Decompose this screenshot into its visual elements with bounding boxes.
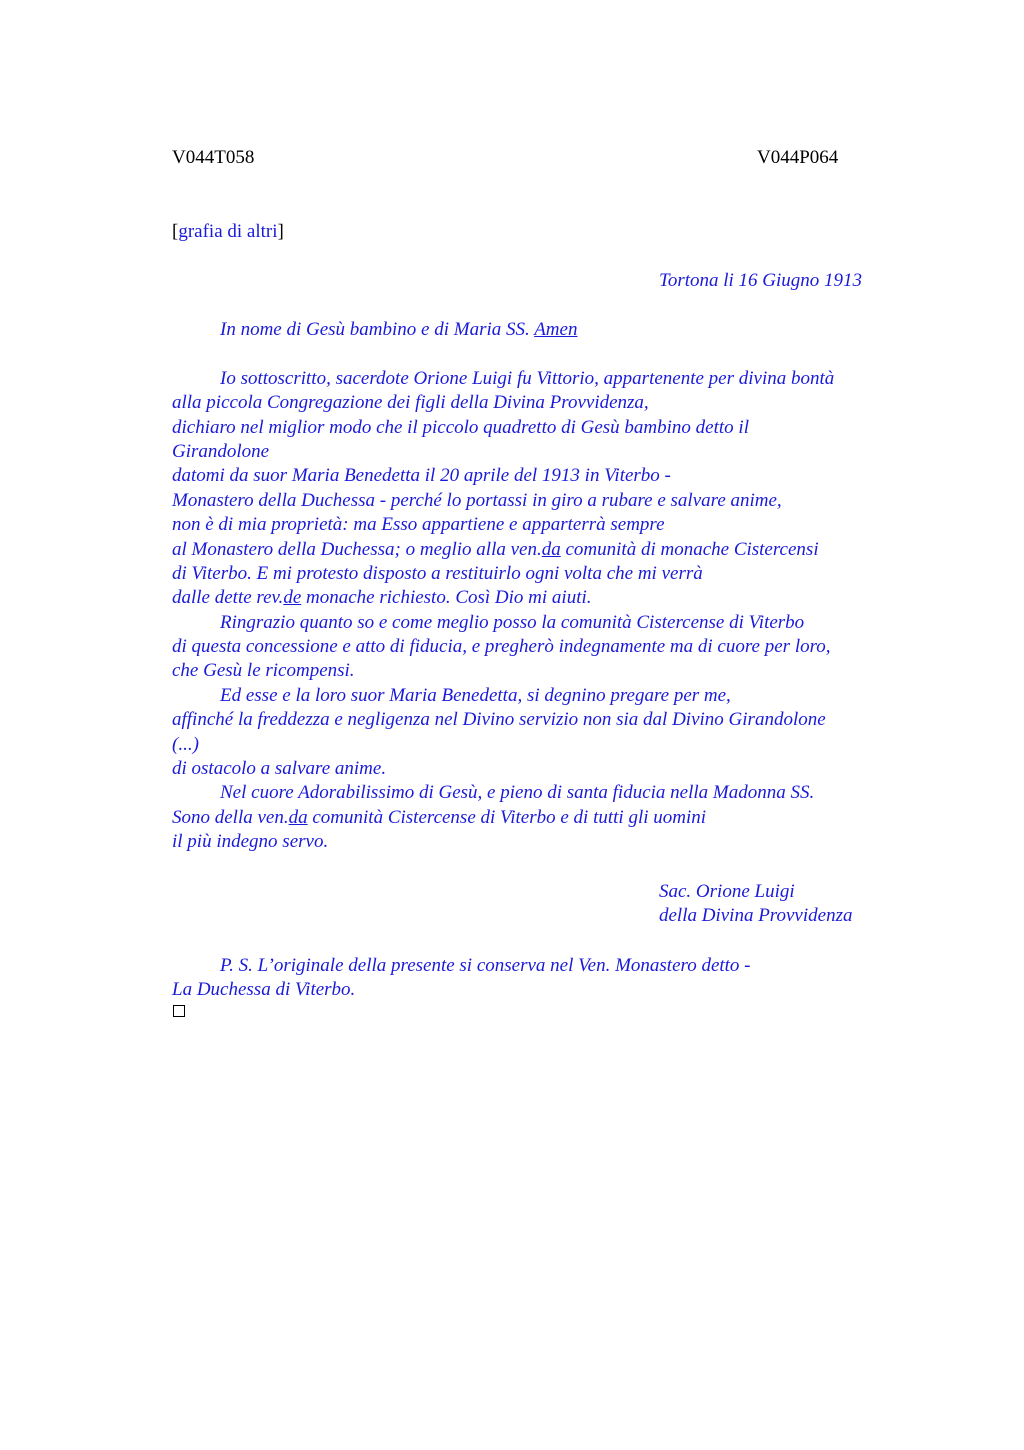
body-line-19-c: comunità Cistercense di Viterbo e di tutti gli uomini: [307, 806, 707, 828]
body-line-19: [172, 806, 912, 830]
body-line-10-abbrev: de: [283, 587, 302, 609]
body-line-6: Monastero della Duchessa - perché lo portassi in giro a rubare e salvare anime,: [172, 489, 782, 511]
body-line-8-c: comunità di monache Cistercensi: [560, 538, 819, 560]
postscript-line-2: La Duchessa di Viterbo.: [172, 979, 356, 1001]
signature-name: Sac. Orione Luigi: [659, 881, 795, 902]
body-line-8: [172, 538, 912, 562]
body-line-10: [172, 586, 912, 610]
body-line-8-abbrev: da: [541, 538, 561, 560]
invocation-line: [172, 318, 912, 342]
body-line-20: il più indegno servo.: [172, 831, 329, 853]
body-line-8-a: al Monastero della Duchessa; o meglio alla ven.: [172, 538, 542, 560]
body-line-19-abbrev: da: [288, 806, 308, 828]
body-line-10-a: dalle dette rev.: [172, 587, 284, 609]
body-line-11: Ringrazio quanto so e come meglio posso la comunità Cistercense di Viterbo: [220, 611, 805, 633]
body-line-18: Nel cuore Adorabilissimo di Gesù, e pieno di santa fiducia nella Madonna SS.: [220, 782, 815, 804]
body-line-9: di Viterbo. E mi protesto disposto a restituirlo ogni volta che mi verrà: [172, 562, 703, 584]
invocation-text: In nome di Gesù bambino e di Maria SS.: [220, 319, 535, 340]
postscript-line-1: P. S. L’originale della presente si conserva nel Ven. Monastero detto -: [220, 955, 751, 976]
body-line-13: che Gesù le ricompensi.: [172, 660, 355, 682]
signature-title: della Divina Provvidenza: [659, 905, 853, 927]
body-line-5: datomi da suor Maria Benedetta il 20 aprile del 1913 in Viterbo -: [172, 465, 671, 487]
end-of-document-square-icon: [173, 1005, 185, 1017]
body-line-19-a: Sono della ven.: [172, 806, 289, 828]
paragraph-gap: [172, 342, 912, 366]
note-text: grafia di altri: [178, 221, 278, 242]
signature-block: [659, 880, 852, 929]
postscript: [172, 954, 751, 1003]
body-line-4: Girandolone: [172, 440, 270, 462]
body-line-10-c: monache richiesto. Così Dio mi aiuti.: [301, 587, 592, 609]
document-code-right: V044P064: [757, 147, 839, 168]
note-open-bracket: [: [172, 221, 179, 242]
body-line-1: Io sottoscritto, sacerdote Orione Luigi fu Vittorio, appartenente per divina bontà: [220, 367, 835, 389]
body-line-16: (...): [172, 733, 199, 755]
body-line-2: alla piccola Congregazione dei figli della Divina Provvidenza,: [172, 392, 649, 414]
body-line-17: di ostacolo a salvare anime.: [172, 758, 387, 780]
body-line-7: non è di mia proprietà: ma Esso appartiene e apparterrà sempre: [172, 514, 665, 536]
handwriting-note: [172, 221, 284, 243]
body-line-14: Ed esse e la loro suor Maria Benedetta, si degnino pregare per me,: [220, 684, 731, 706]
body-line-15: affinché la freddezza e negligenza nel Divino servizio non sia dal Divino Girandolone: [172, 709, 826, 731]
note-close-bracket: ]: [277, 221, 284, 242]
document-code-left: V044T058: [172, 147, 255, 168]
body-line-12: di questa concessione e atto di fiducia, e pregherò indegnamente ma di cuore per loro,: [172, 636, 831, 658]
letter-body: [172, 318, 912, 855]
body-line-3: dichiaro nel miglior modo che il piccolo quadretto di Gesù bambino detto il: [172, 416, 749, 438]
invocation-amen: Amen: [534, 319, 578, 340]
letter-date: Tortona li 16 Giugno 1913: [659, 270, 863, 291]
